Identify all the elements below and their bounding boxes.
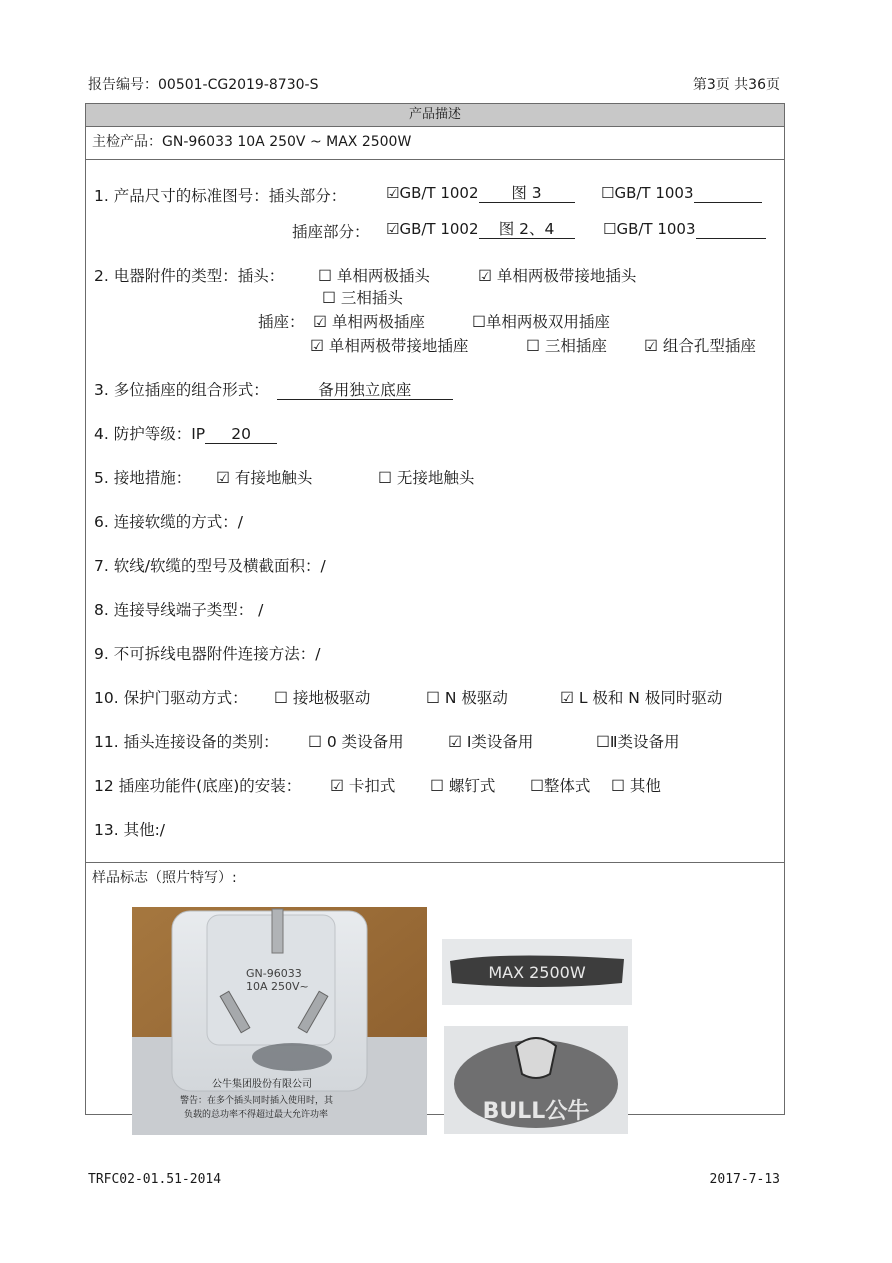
- plug-gb1002-checkbox: ☑GB/T 1002: [386, 184, 479, 202]
- item-5-label: 5. 接地措施：: [94, 469, 192, 487]
- item-1: [94, 184, 346, 206]
- socket-type-label: 插座：: [258, 313, 305, 331]
- socket-option-5: ☑ 组合孔型插座: [644, 337, 756, 355]
- plug-gb1003-checkbox: ☐GB/T 1003: [601, 184, 694, 202]
- item-2: [94, 264, 284, 286]
- item-3-value: 备用独立底座: [277, 381, 453, 400]
- item-1-plug-options: [386, 184, 575, 203]
- plug-gb1003-blank: [694, 184, 762, 203]
- item-12-option-2: ☐ 螺钉式: [430, 777, 496, 795]
- item-1-socket-options: [386, 220, 575, 239]
- sample-label: 样品标志（照片特写）:: [92, 870, 237, 886]
- item-13: 13. 其他:/: [94, 821, 166, 839]
- product-description-table: [85, 103, 785, 1124]
- item-11-option-2: ☑ Ⅰ类设备用: [448, 733, 534, 751]
- brand-logo-rubbing-photo: [444, 1026, 628, 1134]
- item-5: [94, 466, 191, 488]
- max-power-rubbing-photo: [442, 939, 632, 1005]
- item-1-label: 1. 产品尺寸的标准图号：插头部分：: [94, 187, 347, 205]
- item-11-option-1: ☐ 0 类设备用: [308, 733, 404, 751]
- footer-date: 2017-7-13: [709, 1172, 780, 1187]
- item-5-option-1: ☑ 有接地触头: [216, 469, 313, 487]
- plug-company-text: 公牛集团股份有限公司: [212, 1079, 312, 1090]
- item-2-label: 2. 电器附件的类型：插头：: [94, 267, 285, 285]
- socket-gb1003-blank: [696, 220, 766, 239]
- sample-section: [86, 863, 784, 1124]
- product-row: 主检产品：GN-96033 10A 250V ~ MAX 2500W: [86, 127, 784, 160]
- graphite-smudge: [252, 1043, 332, 1071]
- item-8: 8. 连接导线端子类型： /: [94, 601, 264, 619]
- socket-gb1003-checkbox: ☐GB/T 1003: [603, 220, 696, 238]
- item-12-option-4: ☐ 其他: [611, 777, 661, 795]
- item-11-label: 11. 插头连接设备的类别：: [94, 733, 279, 751]
- plug-gb1003: [601, 184, 762, 203]
- item-4: [94, 422, 277, 444]
- item-7: 7. 软线/软缆的型号及横截面积：/: [94, 557, 326, 575]
- item-12-label: 12 插座功能件(底座)的安装：: [94, 777, 302, 795]
- item-5-option-2: ☐ 无接地触头: [378, 469, 475, 487]
- item-10-option-1: ☐ 接地极驱动: [274, 689, 371, 707]
- report-number: 报告编号：00501-CG2019-8730-S: [88, 77, 319, 93]
- item-12-option-3: ☐整体式: [530, 777, 591, 795]
- plug-rating-text: 10A 250V~: [246, 980, 309, 993]
- items-block: [86, 160, 784, 863]
- plug-warning-line2: 负载的总功率不得超过最大允许功率: [184, 1110, 329, 1120]
- item-11-option-3: ☐Ⅱ类设备用: [596, 733, 680, 751]
- socket-option-4: ☐ 三相插座: [526, 337, 607, 355]
- item-3: [94, 378, 453, 400]
- item-10-option-2: ☐ N 极驱动: [426, 689, 508, 707]
- plug-option-3: ☐ 三相插头: [322, 289, 403, 307]
- plug-figure: 图 3: [479, 184, 575, 203]
- plug-model-text: GN-96033: [246, 967, 302, 980]
- socket-option-3: ☑ 单相两极带接地插座: [310, 337, 469, 355]
- item-9: 9. 不可拆线电器附件连接方法：/: [94, 645, 321, 663]
- item-10-label: 10. 保护门驱动方式：: [94, 689, 248, 707]
- form-number: TRFC02-01.51-2014: [88, 1172, 222, 1187]
- earth-pin: [272, 909, 283, 953]
- max-power-text: MAX 2500W: [488, 963, 586, 982]
- plug-closeup-photo: [132, 907, 427, 1135]
- brand-text: BULL公牛: [482, 1099, 590, 1124]
- item-6: 6. 连接软缆的方式：/: [94, 513, 243, 531]
- socket-gb1003: [603, 220, 766, 239]
- socket-label: 插座部分：: [292, 223, 370, 241]
- plug-warning-line1: 警告：在多个插头同时插入使用时，其: [180, 1096, 334, 1106]
- socket-gb1002-checkbox: ☑GB/T 1002: [386, 220, 479, 238]
- section-title: 产品描述: [86, 104, 784, 127]
- plug-option-1: ☐ 单相两极插头: [318, 267, 430, 285]
- page-number: 第3页 共36页: [692, 77, 780, 93]
- bull-head-icon: [516, 1038, 556, 1078]
- item-4-label: 4. 防护等级：IP: [94, 425, 206, 443]
- socket-figure: 图 2、4: [479, 220, 575, 239]
- item-12-option-1: ☑ 卡扣式: [330, 777, 396, 795]
- socket-option-1: ☑ 单相两极插座: [313, 313, 425, 331]
- item-1-socket: [292, 220, 370, 242]
- item-3-label: 3. 多位插座的组合形式：: [94, 381, 269, 399]
- plug-option-2: ☑ 单相两极带接地插头: [478, 267, 637, 285]
- socket-option-2: ☐单相两极双用插座: [472, 313, 610, 331]
- item-4-value: 20: [205, 425, 277, 444]
- item-10-option-3: ☑ L 极和 N 极同时驱动: [560, 689, 723, 707]
